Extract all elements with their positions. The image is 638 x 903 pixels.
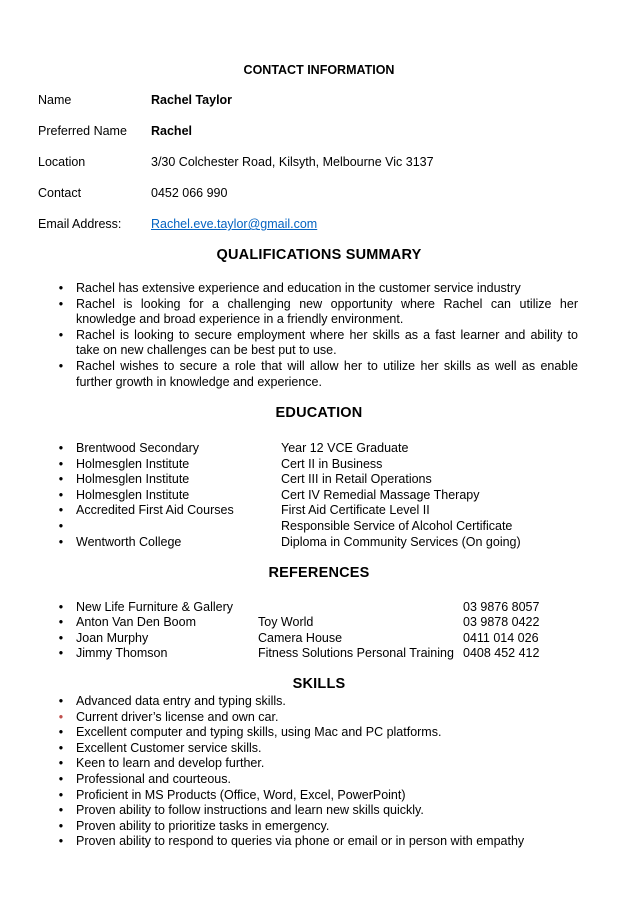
contact-value: 3/30 Colchester Road, Kilsyth, Melbourne Vic 3137 (151, 155, 434, 169)
bullet-icon: • (58, 441, 64, 455)
list-item (56, 819, 578, 835)
list-item-text: Professional and courteous. (76, 771, 231, 786)
bullet-icon: • (58, 519, 64, 533)
bullet-icon: • (58, 457, 64, 471)
table-row (56, 614, 576, 630)
list-item (56, 359, 578, 390)
bullet-icon: • (58, 787, 64, 802)
table-row (56, 440, 576, 456)
bullet-icon: • (58, 631, 64, 645)
bullet-icon: • (58, 834, 64, 849)
reference-phone: 03 9878 0422 (463, 615, 540, 629)
reference-company: Camera House (258, 631, 343, 645)
education-heading: EDUCATION (275, 405, 363, 421)
bullet-icon: • (58, 709, 64, 724)
list-item (56, 710, 578, 726)
bullet-icon: • (58, 488, 64, 502)
list-item-text: Excellent computer and typing skills, using Mac and PC platforms. (76, 725, 442, 740)
skills-heading: SKILLS (292, 676, 346, 692)
list-item-text: Keen to learn and develop further. (76, 756, 265, 771)
list-item-text: Proven ability to follow instructions and learn new skills quickly. (76, 803, 424, 818)
list-item (56, 834, 578, 850)
list-item (56, 281, 578, 297)
bullet-icon: • (58, 600, 64, 614)
list-item (56, 725, 578, 741)
reference-phone: 0411 014 026 (463, 631, 539, 645)
list-item-text: Rachel has extensive experience and education in the customer service industry (76, 281, 521, 295)
education-institution: Wentworth College (76, 535, 182, 549)
contact-value: Rachel Taylor (151, 93, 233, 107)
bullet-icon: • (58, 358, 64, 373)
references-heading: REFERENCES (268, 565, 370, 581)
table-row (56, 599, 576, 615)
bullet-icon: • (58, 296, 64, 311)
list-item-text: Rachel is looking for a challenging new opportunity where Rachel can utilize her knowledge and broad experience in a friendly environment. (76, 296, 578, 327)
list-item (56, 741, 578, 757)
list-item (56, 803, 578, 819)
email-link[interactable]: Rachel.eve.taylor@gmail.com (151, 217, 318, 231)
contact-label: Name (38, 93, 72, 107)
reference-phone: 03 9876 8057 (463, 600, 540, 614)
contact-value: 0452 066 990 (151, 186, 228, 200)
table-row (56, 630, 576, 646)
education-institution: Holmesglen Institute (76, 472, 190, 486)
bullet-icon: • (58, 740, 64, 755)
qualifications-list (56, 281, 578, 390)
list-item-text: Proven ability to prioritize tasks in emergency. (76, 818, 330, 833)
bullet-icon: • (58, 725, 64, 740)
contact-label: Email Address: (38, 217, 122, 231)
reference-phone: 0408 452 412 (463, 646, 540, 660)
list-item (56, 772, 578, 788)
education-qualification: Cert III in Retail Operations (281, 472, 432, 486)
reference-name: New Life Furniture & Gallery (76, 600, 234, 614)
education-qualification: Diploma in Community Services (On going) (281, 535, 521, 549)
table-row (56, 456, 576, 472)
bullet-icon: • (58, 615, 64, 629)
contact-value: Rachel (151, 124, 192, 138)
reference-name: Anton Van Den Boom (76, 615, 196, 629)
table-row (56, 645, 576, 661)
qualifications-heading: QUALIFICATIONS SUMMARY (216, 247, 422, 263)
list-item (56, 694, 578, 710)
list-item-text: Rachel wishes to secure a role that will allow her to utilize her skills as well as enable further growth in knowledge and experience. (76, 358, 578, 389)
reference-company: Toy World (258, 615, 314, 629)
skills-list (56, 694, 578, 850)
list-item (56, 788, 578, 804)
education-institution: Holmesglen Institute (76, 457, 190, 471)
contact-heading: CONTACT INFORMATION (243, 63, 395, 77)
list-item-text: Advanced data entry and typing skills. (76, 694, 286, 708)
bullet-icon: • (58, 818, 64, 833)
reference-name: Jimmy Thomson (76, 646, 168, 660)
list-item (56, 328, 578, 359)
list-item-text: Proven ability to respond to queries via phone or email or in person with empathy (76, 834, 525, 849)
bullet-icon: • (58, 503, 64, 517)
table-row (56, 502, 576, 518)
bullet-icon: • (58, 756, 64, 771)
list-item (56, 297, 578, 328)
education-qualification: Cert IV Remedial Massage Therapy (281, 488, 480, 502)
reference-company: Fitness Solutions Personal Training (258, 646, 454, 660)
bullet-icon: • (58, 694, 64, 708)
list-item-text: Proficient in MS Products (Office, Word, Excel, PowerPoint) (76, 787, 406, 802)
bullet-icon: • (58, 771, 64, 786)
bullet-icon: • (58, 535, 64, 549)
education-qualification: Cert II in Business (281, 457, 383, 471)
contact-label: Preferred Name (38, 124, 127, 138)
list-item (56, 756, 578, 772)
contact-label: Contact (38, 186, 82, 200)
bullet-icon: • (58, 327, 64, 342)
list-item-text: Excellent Customer service skills. (76, 740, 262, 755)
bullet-icon: • (58, 646, 64, 660)
bullet-icon: • (58, 472, 64, 486)
reference-name: Joan Murphy (76, 631, 149, 645)
bullet-icon: • (58, 803, 64, 818)
education-qualification: Responsible Service of Alcohol Certificate (281, 519, 513, 533)
list-item-text: Rachel is looking to secure employment where her skills as a fast learner and ability to take on new challenges can be best put to use. (76, 327, 578, 358)
table-row (56, 471, 576, 487)
education-qualification: Year 12 VCE Graduate (281, 441, 409, 455)
contact-label: Location (38, 155, 86, 169)
education-institution: Accredited First Aid Courses (76, 503, 234, 517)
education-qualification: First Aid Certificate Level II (281, 503, 430, 517)
table-row (56, 518, 576, 534)
education-institution: Brentwood Secondary (76, 441, 199, 455)
list-item-text: Current driver’s license and own car. (76, 709, 279, 724)
education-institution: Holmesglen Institute (76, 488, 190, 502)
table-row (56, 534, 576, 550)
table-row (56, 487, 576, 503)
bullet-icon: • (58, 281, 64, 295)
